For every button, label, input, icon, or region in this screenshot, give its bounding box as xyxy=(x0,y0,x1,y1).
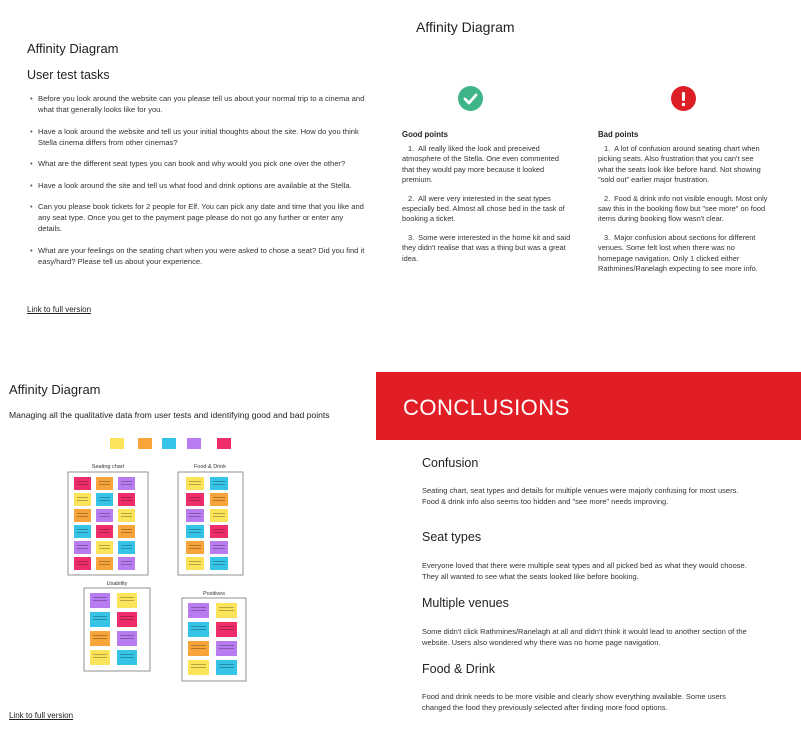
section-text-multiple-venues: Some didn't click Rathmines/Ranelagh at all and didn't think it would lead to another section of the website. Users also wondered why there was no home page navigation. xyxy=(422,627,747,647)
good-bad-points-panel xyxy=(380,0,801,350)
note-text-line xyxy=(189,516,201,517)
note-text-line xyxy=(121,548,132,549)
note-text-line xyxy=(189,497,201,498)
note-text-line xyxy=(120,635,134,636)
section-heading-food-drink: Food & Drink xyxy=(422,662,495,676)
note-text-line xyxy=(99,548,110,549)
note-text-line xyxy=(120,654,134,655)
note-text-line xyxy=(120,657,134,658)
note-text-line xyxy=(121,561,132,562)
task-list xyxy=(30,93,365,278)
note-text-line xyxy=(213,545,225,546)
note-text-line xyxy=(99,516,110,517)
note-text-line xyxy=(213,529,225,530)
note-text-line xyxy=(219,629,234,630)
sticky-note xyxy=(118,541,135,554)
note-text-line xyxy=(77,500,88,501)
sticky-note xyxy=(118,477,135,490)
check-icon xyxy=(458,86,483,111)
full-version-link[interactable]: Link to full version xyxy=(9,711,74,720)
good-points-column xyxy=(402,130,572,272)
note-text-line xyxy=(99,513,110,514)
note-text-line xyxy=(77,532,88,533)
sticky-note xyxy=(74,525,91,538)
legend-swatch xyxy=(162,438,176,449)
note-text-line xyxy=(120,597,134,598)
note-text-line xyxy=(213,484,225,485)
section-heading-seat-types: Seat types xyxy=(422,530,482,544)
note-text-line xyxy=(219,664,234,665)
sticky-note xyxy=(210,477,228,490)
bad-points-heading: Bad points xyxy=(598,130,639,139)
good-point: 3. Some were interested in the home kit and said they didn't realise that was a thing but was a great idea. xyxy=(402,232,571,263)
note-text-line xyxy=(77,484,88,485)
affinity-board-panel xyxy=(0,365,376,729)
sticky-note xyxy=(96,541,113,554)
note-text-line xyxy=(77,481,88,482)
note-text-line xyxy=(219,645,234,646)
bad-point: 2. Food & drink info not visible enough. Most only saw this in the booking flow but "see more" on food items during booking flow wasn't clear. xyxy=(598,193,768,224)
sticky-note xyxy=(186,509,204,522)
note-text-line xyxy=(77,561,88,562)
note-text-line xyxy=(99,481,110,482)
note-text-line xyxy=(77,497,88,498)
sticky-note xyxy=(210,493,228,506)
note-text-line xyxy=(121,481,132,482)
panel-title: Affinity Diagram xyxy=(9,382,101,397)
note-text-line xyxy=(189,513,201,514)
note-text-line xyxy=(219,610,234,611)
note-text-line xyxy=(191,648,206,649)
note-text-line xyxy=(120,600,134,601)
good-points-list xyxy=(402,144,572,264)
note-text-line xyxy=(189,548,201,549)
note-text-line xyxy=(99,564,110,565)
sticky-note xyxy=(96,477,113,490)
bad-points-list xyxy=(598,144,768,274)
note-text-line xyxy=(189,545,201,546)
group-label-positives: Positives xyxy=(202,591,226,597)
note-text-line xyxy=(77,564,88,565)
note-text-line xyxy=(219,607,234,608)
sticky-note xyxy=(118,493,135,506)
bad-point: 3. Major confusion about sections for different venues. Some felt lost when there was no homepage navigation. Only 1 clicked either Rathmines/Ranelagh expecting to see more info. xyxy=(598,232,758,274)
task-item: • Have a look around the website and tell us your initial thoughts about the site. How do you think Stella cinema differs from other cinemas? xyxy=(30,126,365,148)
note-text-line xyxy=(77,516,88,517)
note-text-line xyxy=(93,638,107,639)
banner-title: CONCLUSIONS xyxy=(403,395,570,420)
note-text-line xyxy=(77,548,88,549)
note-text-line xyxy=(213,561,225,562)
note-text-line xyxy=(99,500,110,501)
section-text-food-drink: Food and drink needs to be more visible and clearly show everything available. Some users changed the food they previously selected after finding more food options. xyxy=(422,692,726,712)
sticky-note xyxy=(210,509,228,522)
user-test-tasks-panel xyxy=(0,0,380,350)
note-text-line xyxy=(189,532,201,533)
note-text-line xyxy=(213,516,225,517)
note-text-line xyxy=(93,619,107,620)
panel-title: Affinity Diagram xyxy=(27,41,119,56)
sticky-note xyxy=(210,557,228,570)
good-points-heading: Good points xyxy=(402,130,448,139)
note-text-line xyxy=(189,561,201,562)
affinity-board xyxy=(0,365,376,729)
note-text-line xyxy=(191,607,206,608)
task-item: • What are the different seat types you can book and why would you pick one over the other? xyxy=(30,158,365,169)
conclusions-panel xyxy=(376,372,801,729)
legend-swatch xyxy=(187,438,201,449)
sticky-note xyxy=(118,509,135,522)
note-text-line xyxy=(219,667,234,668)
group-label-usability: Usability xyxy=(106,581,128,587)
full-version-link[interactable]: Link to full version xyxy=(27,305,92,314)
tasks-heading: User test tasks xyxy=(27,68,110,82)
good-point: 2. All were very interested in the seat types especially bed. Almost all chose bed in the task of booking a ticket. xyxy=(402,193,565,224)
note-text-line xyxy=(93,654,107,655)
good-point: 1. All really liked the look and preceived atmosphere of the Stella. One even commented that they would pay more because it looked premium. xyxy=(402,144,559,185)
sticky-note xyxy=(74,541,91,554)
note-text-line xyxy=(189,529,201,530)
section-heading-multiple-venues: Multiple venues xyxy=(422,596,509,610)
note-text-line xyxy=(191,610,206,611)
legend-swatch xyxy=(138,438,152,449)
legend-swatch xyxy=(110,438,124,449)
note-text-line xyxy=(93,635,107,636)
board-description: Managing all the qualitative data from user tests and identifying good and bad points xyxy=(9,410,330,420)
note-text-line xyxy=(189,500,201,501)
note-text-line xyxy=(93,657,107,658)
sticky-note xyxy=(118,557,135,570)
bad-points-column xyxy=(598,130,768,282)
note-text-line xyxy=(191,626,206,627)
note-text-line xyxy=(99,545,110,546)
note-text-line xyxy=(213,532,225,533)
sticky-note xyxy=(186,541,204,554)
note-text-line xyxy=(93,597,107,598)
sticky-note xyxy=(74,557,91,570)
note-text-line xyxy=(77,529,88,530)
note-text-line xyxy=(120,638,134,639)
group-label-seating: Seating chart xyxy=(91,464,125,470)
bad-point: 1. A lot of confusion around seating chart when picking seats. Also frustration that you can't see what the seats look like before hand. Not showing "sold out" earlier major frustration. xyxy=(598,144,761,185)
note-text-line xyxy=(213,497,225,498)
note-text-line xyxy=(77,513,88,514)
task-item: • Before you look around the website can you please tell us about your normal trip to a cinema and what that generally looks like for you. xyxy=(30,93,365,115)
sticky-note xyxy=(186,525,204,538)
sticky-note xyxy=(186,493,204,506)
note-text-line xyxy=(120,616,134,617)
note-text-line xyxy=(93,616,107,617)
note-text-line xyxy=(99,532,110,533)
note-text-line xyxy=(121,532,132,533)
note-text-line xyxy=(213,564,225,565)
note-text-line xyxy=(213,500,225,501)
sticky-note xyxy=(74,509,91,522)
sticky-note xyxy=(186,557,204,570)
sticky-note xyxy=(186,477,204,490)
exclamation-icon xyxy=(671,86,696,111)
task-item: • What are your feelings on the seating chart when you were asked to chose a seat? Did you find it easy/hard? Please tell us about your experience. xyxy=(30,245,365,267)
note-text-line xyxy=(99,529,110,530)
sticky-notes xyxy=(74,477,237,675)
note-text-line xyxy=(121,564,132,565)
note-text-line xyxy=(213,548,225,549)
task-item: • Have a look around the site and tell us what food and drink options are available at the Stella. xyxy=(30,180,365,191)
sticky-note xyxy=(96,525,113,538)
note-text-line xyxy=(93,600,107,601)
note-text-line xyxy=(191,629,206,630)
note-text-line xyxy=(121,500,132,501)
note-text-line xyxy=(219,626,234,627)
note-text-line xyxy=(189,564,201,565)
conclusions-banner xyxy=(376,372,801,440)
note-text-line xyxy=(213,513,225,514)
note-text-line xyxy=(191,664,206,665)
note-text-line xyxy=(191,667,206,668)
sticky-note xyxy=(74,477,91,490)
sticky-note xyxy=(74,493,91,506)
note-text-line xyxy=(213,481,225,482)
note-text-line xyxy=(191,645,206,646)
sticky-note xyxy=(210,541,228,554)
note-text-line xyxy=(121,545,132,546)
note-text-line xyxy=(121,497,132,498)
legend-swatch xyxy=(217,438,231,449)
note-text-line xyxy=(121,513,132,514)
sticky-note xyxy=(96,509,113,522)
panel-title: Affinity Diagram xyxy=(416,19,515,35)
sticky-note xyxy=(118,525,135,538)
note-text-line xyxy=(189,481,201,482)
note-text-line xyxy=(121,516,132,517)
note-text-line xyxy=(189,484,201,485)
color-legend xyxy=(110,438,231,449)
note-text-line xyxy=(121,484,132,485)
section-text-confusion: Seating chart, seat types and details for multiple venues were majorly confusing for most users. Food & drink info also seems too hidden and "see more" needs improving. xyxy=(422,486,739,506)
sticky-note xyxy=(96,493,113,506)
group-label-food: Food & Drink xyxy=(193,464,227,470)
sticky-note xyxy=(210,525,228,538)
note-text-line xyxy=(99,484,110,485)
task-item: • Can you please book tickets for 2 people for Elf. You can pick any date and time that you like and any seat type. Once you get to the payment page please do not go any further or enter any details. xyxy=(30,201,365,234)
section-heading-confusion: Confusion xyxy=(422,456,479,470)
section-text-seat-types: Everyone loved that there were multiple seat types and all picked bed as what they would choose. They all wanted to see what the seats looked like before booking. xyxy=(422,561,747,581)
note-text-line xyxy=(120,619,134,620)
note-text-line xyxy=(99,497,110,498)
note-text-line xyxy=(121,529,132,530)
note-text-line xyxy=(77,545,88,546)
sticky-note xyxy=(96,557,113,570)
note-text-line xyxy=(219,648,234,649)
note-text-line xyxy=(99,561,110,562)
